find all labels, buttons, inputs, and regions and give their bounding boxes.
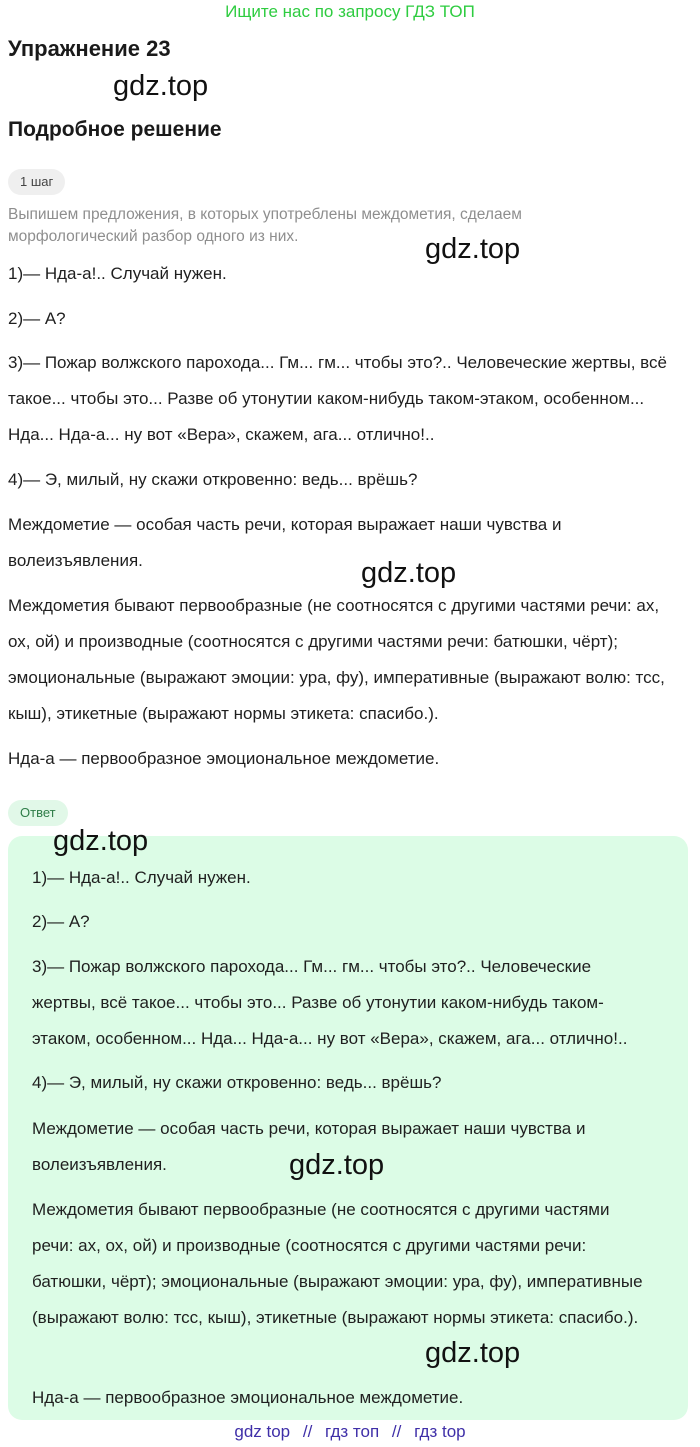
top-banner: Ищите нас по запросу ГДЗ ТОП bbox=[225, 2, 475, 21]
solution-conclusion: Нда-а — первообразное эмоциональное междометие. bbox=[8, 749, 440, 768]
solution-sentence-4: 4)— Э, милый, ну скажи откровенно: ведь... врёшь? bbox=[8, 470, 418, 489]
answer-definition: Междометие — особая часть речи, которая выражает наши чувства и волеизъявления. bbox=[32, 1119, 586, 1174]
watermark: gdz.top bbox=[425, 1337, 521, 1369]
page-title: Упражнение 23 bbox=[8, 36, 171, 61]
watermark: gdz.top bbox=[53, 825, 149, 857]
answer-classification: Междометия бывают первообразные (не соотносятся с другими частями речи: ах, ох, ой) и производные (соотносятся с другими частями речи: батюшки, чёрт); эмоциональные (выражают эмоции: ура, фу), императивные (выражают волю: тсс, кыш), этикетные (выражают нормы этикета: спасибо.). bbox=[32, 1200, 643, 1327]
bottom-link-gdz-top-ru[interactable]: гдз топ bbox=[325, 1422, 380, 1441]
watermark: gdz.top bbox=[361, 557, 457, 589]
solution-heading: Подробное решение bbox=[8, 118, 222, 141]
link-separator: // bbox=[391, 1422, 402, 1441]
solution-sentence-1: 1)— Нда-а!.. Случай нужен. bbox=[8, 264, 227, 283]
bottom-links bbox=[0, 1418, 700, 1446]
step-badge: 1 шаг bbox=[8, 169, 65, 195]
solution-sentence-3: 3)— Пожар волжского парохода... Гм... гм... чтобы это?.. Человеческие жертвы, всё такое... чтобы это... Разве об утонутии каком-нибудь таком-этаком, особенном... Нда... Нда-а... ну вот «Вера», скажем, ага... отлично!.. bbox=[8, 353, 667, 444]
answer-badge: Ответ bbox=[8, 800, 68, 826]
link-separator: // bbox=[302, 1422, 313, 1441]
bottom-link-gdz-top[interactable]: gdz top bbox=[234, 1422, 291, 1441]
answer-sentence-4: 4)— Э, милый, ну скажи откровенно: ведь... врёшь? bbox=[32, 1073, 442, 1092]
answer-sentence-3: 3)— Пожар волжского парохода... Гм... гм... чтобы это?.. Человеческие жертвы, всё такое... чтобы это... Разве об утонутии каком-нибудь таком-этаком, особенном... Нда... Нда-а... ну вот «Вера», скажем, ага... отлично!.. bbox=[32, 957, 628, 1048]
answer-box bbox=[8, 836, 688, 1420]
answer-sentence-2: 2)— А? bbox=[32, 912, 90, 931]
step-intro: Выпишем предложения, в которых употреблены междометия, сделаем морфологический разбор одного из них. bbox=[8, 206, 522, 245]
watermark: gdz.top bbox=[289, 1149, 385, 1181]
solution-sentence-2: 2)— А? bbox=[8, 309, 66, 328]
watermark: gdz.top bbox=[425, 233, 521, 265]
answer-conclusion: Нда-а — первообразное эмоциональное междометие. bbox=[32, 1388, 464, 1407]
solution-definition: Междометие — особая часть речи, которая выражает наши чувства и волеизъявления. bbox=[8, 515, 562, 570]
watermark: gdz.top bbox=[113, 70, 209, 102]
solution-classification: Междометия бывают первообразные (не соотносятся с другими частями речи: ах, ох, ой) и производные (соотносятся с другими частями речи: батюшки, чёрт); эмоциональные (выражают эмоции: ура, фу), императивные (выражают волю: тсс, кыш), этикетные (выражают нормы этикета: спасибо.). bbox=[8, 596, 665, 723]
answer-sentence-1: 1)— Нда-а!.. Случай нужен. bbox=[32, 868, 251, 887]
bottom-link-gdz-top-mixed[interactable]: гдз top bbox=[414, 1422, 466, 1441]
